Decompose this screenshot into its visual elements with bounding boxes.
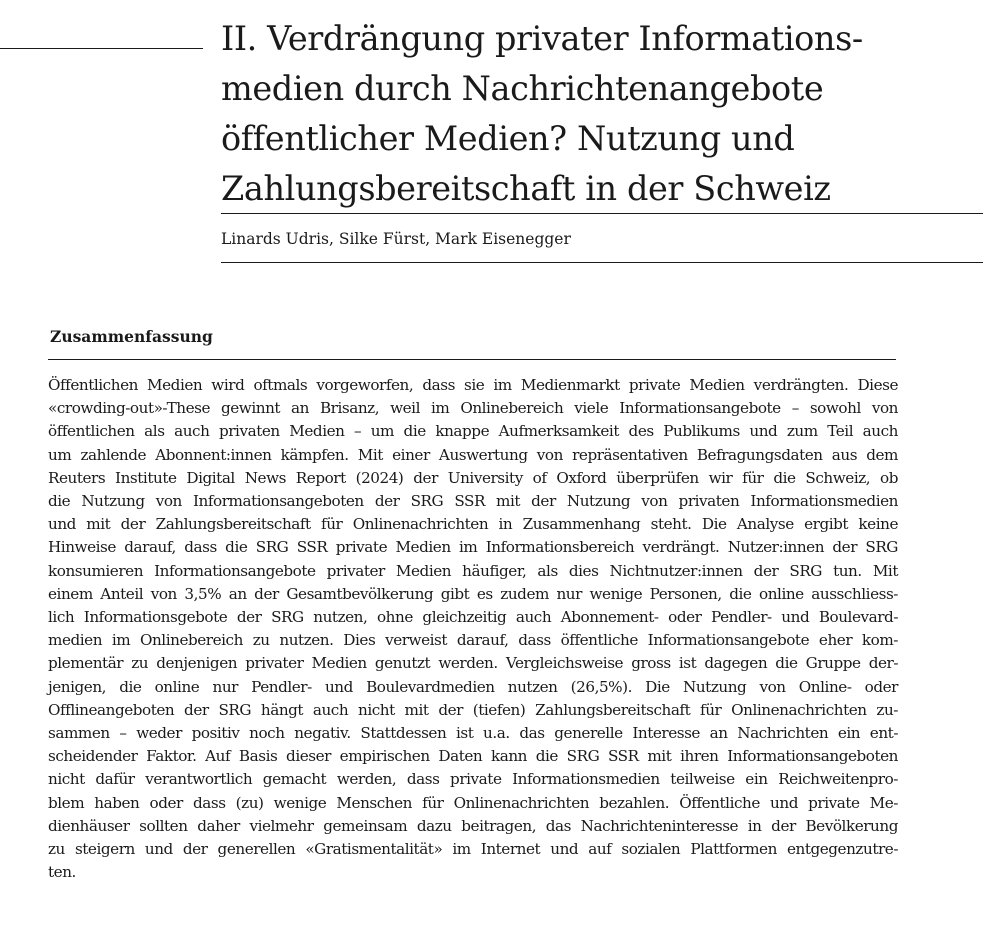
authors-divider: [221, 262, 983, 263]
abstract-line: und mit der Zahlungsbereitschaft für Onlinenachrichten in Zusammenhang steht. Die Analyse ergibt keine: [48, 515, 898, 534]
abstract-line: plementär zu denjenigen privater Medien genutzt werden. Vergleichsweise gross ist dagegen die Gruppe der-: [48, 654, 898, 673]
chapter-title-line: medien durch Nachrichtenangebote: [221, 69, 824, 108]
abstract-line: einem Anteil von 3,5% an der Gesamtbevölkerung gibt es zudem nur wenige Personen, die online ausschliess-: [48, 584, 898, 603]
abstract-line: konsumieren Informationsangebote privater Medien häufiger, als dies Nichtnutzer:innen der SRG tun. Mit: [48, 561, 898, 580]
abstract-line: jenigen, die online nur Pendler- und Boulevardmedien nutzen (26,5%). Die Nutzung von Online- oder: [48, 677, 898, 696]
abstract-text: [48, 374, 898, 884]
abstract-line: Öffentlichen Medien wird oftmals vorgeworfen, dass sie im Medienmarkt private Medien verdrängten. Diese: [48, 376, 898, 394]
chapter-title-line: II. Verdrängung privater Informations-: [221, 19, 863, 58]
abstract-line: Hinweise darauf, dass die SRG SSR private Medien im Informationsbereich verdrängt. Nutzer:innen der SRG: [48, 538, 898, 557]
abstract-line: dienhäuser sollten daher vielmehr gemeinsam dazu beitragen, das Nachrichteninteresse in der Bevölkerung: [48, 816, 898, 835]
abstract-line: öffentlichen als auch privaten Medien – um die knappe Aufmerksamkeit des Publikums und zum Teil auch: [48, 422, 898, 441]
abstract-line: um zahlende Abonnent:innen kämpfen. Mit einer Auswertung von repräsentativen Befragungsdaten aus dem: [48, 445, 898, 464]
margin-rule: [0, 48, 203, 49]
chapter-title-line: Zahlungsbereitschaft in der Schweiz: [221, 169, 831, 208]
abstract-line: sammen – weder positiv noch negativ. Stattdessen ist u.a. das generelle Interesse an Nachrichten ein ent-: [48, 724, 898, 743]
abstract-line: ten.: [48, 863, 76, 882]
abstract-line: «crowding-out»-These gewinnt an Brisanz, weil im Onlinebereich viele Informationsangebote – sowohl von: [48, 399, 898, 418]
abstract-line: die Nutzung von Informationsangeboten der SRG SSR mit der Nutzung von privaten Informationsmedien: [48, 492, 898, 511]
abstract-line: scheidender Faktor. Auf Basis dieser empirischen Daten kann die SRG SSR mit ihren Informationsangeboten: [48, 747, 898, 766]
chapter-title: [221, 14, 981, 214]
summary-divider: [48, 359, 896, 360]
abstract-line: Reuters Institute Digital News Report (2024) der University of Oxford überprüfen wir für die Schweiz, ob: [48, 468, 898, 487]
abstract-line: Offlineangeboten der SRG hängt auch nicht mit der (tiefen) Zahlungsbereitschaft für Onlinenachrichten zu-: [48, 700, 898, 719]
abstract-line: medien im Onlinebereich zu nutzen. Dies verweist darauf, dass öffentliche Informationsangebote eher kom-: [48, 631, 898, 650]
chapter-title-line: öffentlicher Medien? Nutzung und: [221, 119, 795, 158]
summary-heading: Zusammenfassung: [50, 327, 213, 346]
abstract-line: nicht dafür verantwortlich gemacht werden, dass private Informationsmedien teilweise ein Reichweitenpro-: [48, 770, 898, 789]
abstract-line: zu steigern und der generellen «Gratismentalität» im Internet und auf sozialen Plattformen entgegenzutre-: [48, 840, 898, 859]
abstract-line: blem haben oder dass (zu) wenige Menschen für Onlinenachrichten bezahlen. Öffentliche und private Me-: [48, 793, 898, 812]
abstract-line: lich Informationsgebote der SRG nutzen, ohne gleichzeitig auch Abonnement- oder Pendler- und Boulevard-: [48, 608, 898, 627]
authors-line: Linards Udris, Silke Fürst, Mark Eisenegger: [221, 230, 571, 248]
title-divider: [221, 213, 983, 214]
